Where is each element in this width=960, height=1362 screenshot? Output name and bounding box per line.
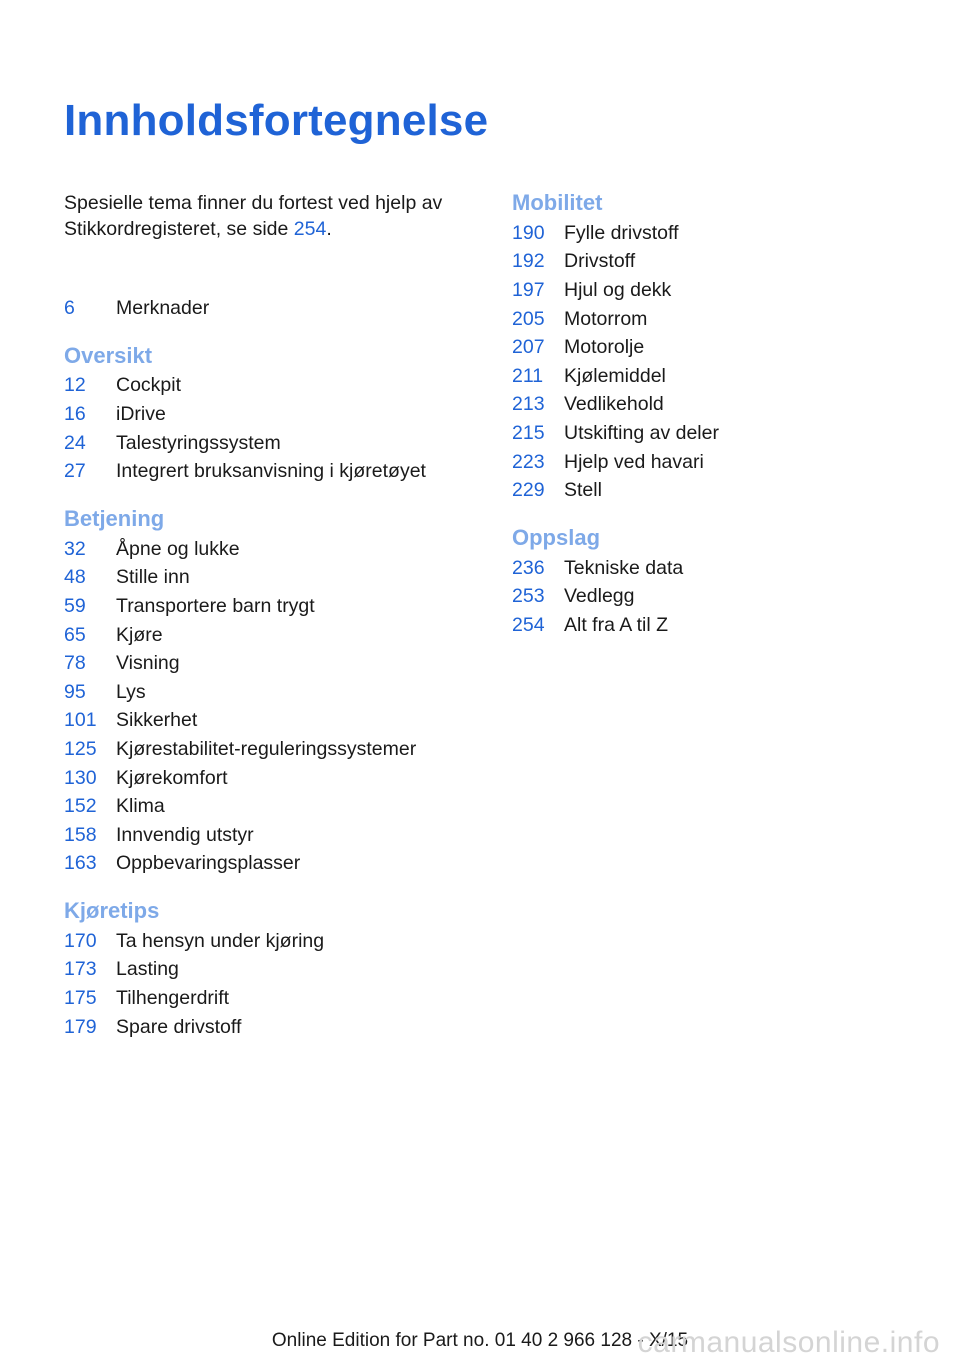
toc-entry[interactable] [64,764,484,793]
toc-page-number[interactable]: 16 [64,402,86,425]
toc-page-number[interactable]: 32 [64,537,86,560]
toc-entry[interactable] [512,305,932,334]
toc-entry-label[interactable]: Oppbevaringsplasser [116,852,301,875]
toc-page-number[interactable]: 24 [64,431,86,454]
toc-entry-label[interactable]: Transportere barn trygt [116,594,315,617]
toc-entry-label[interactable]: Motorolje [564,336,645,359]
toc-left-sections [64,341,484,1042]
toc-page-number[interactable]: 215 [512,421,545,444]
toc-page-number[interactable]: 197 [512,278,545,301]
toc-entry-label[interactable]: Tekniske data [564,556,684,579]
toc-page-number[interactable]: 78 [64,652,86,675]
toc-entry-label[interactable]: Åpne og lukke [116,537,240,560]
toc-entry-label[interactable]: Ta hensyn under kjøring [116,929,325,952]
toc-entry[interactable] [512,276,932,305]
toc-page-number[interactable]: 6 [64,296,75,319]
toc-page-number[interactable]: 65 [64,623,86,646]
toc-page-number[interactable]: 48 [64,566,86,589]
toc-entry[interactable] [64,400,484,429]
toc-entry-label[interactable]: Talestyringssystem [116,431,281,454]
toc-entry[interactable] [64,927,484,956]
toc-entry-label[interactable]: Lys [116,680,146,703]
toc-page-number[interactable]: 125 [64,737,97,760]
toc-page-number[interactable]: 173 [64,958,97,981]
toc-entry[interactable] [512,583,932,612]
toc-entry[interactable] [512,611,932,640]
toc-entry[interactable] [512,248,932,277]
toc-page-number[interactable]: 152 [64,795,97,818]
toc-entry-label[interactable]: Lasting [116,958,179,981]
toc-entry[interactable] [512,448,932,477]
toc-section-heading: Mobilitet [512,190,603,215]
intro-text-end: . [326,218,332,240]
toc-entry-label[interactable]: Motorrom [564,307,648,330]
toc-entry-label[interactable]: Klima [116,795,165,818]
toc-entry[interactable] [64,707,484,736]
toc-entry[interactable] [512,333,932,362]
toc-entry[interactable] [512,554,932,583]
toc-page-number[interactable]: 207 [512,336,545,359]
toc-entry[interactable] [64,457,484,486]
toc-page-number[interactable]: 158 [64,823,97,846]
toc-entry[interactable] [512,419,932,448]
toc-page-number[interactable]: 192 [512,250,545,273]
toc-entry[interactable] [64,535,484,564]
toc-page-number[interactable]: 213 [512,393,545,416]
toc-page-number[interactable]: 12 [64,374,86,397]
toc-page-number[interactable]: 163 [64,852,97,875]
toc-entry[interactable] [64,792,484,821]
toc-section-heading: Betjening [64,505,165,531]
toc-entry-label[interactable]: Kjølemiddel [564,364,666,387]
toc-section-heading: Kjøretips [64,898,160,924]
toc-entry[interactable] [64,735,484,764]
toc-page-number[interactable]: 27 [64,460,86,483]
toc-page-number[interactable]: 236 [512,556,545,579]
toc-page-number[interactable]: 101 [64,709,97,732]
toc-right-sections [512,188,932,640]
toc-entry[interactable] [512,476,932,505]
toc-entry[interactable] [512,219,932,248]
toc-entry[interactable] [64,984,484,1013]
footer-text: Online Edition for Part no. 01 40 2 966 128 - X/15 [271,1330,689,1351]
toc-entry[interactable] [64,564,484,593]
toc-entry[interactable] [512,391,932,420]
toc-entry[interactable] [64,678,484,707]
toc-entry[interactable] [64,429,484,458]
toc-entry-label[interactable]: Integrert bruksanvisning i kjøretøyet [116,460,426,483]
toc-page-number[interactable]: 175 [64,987,97,1010]
toc-entry-label[interactable]: Hjul og dekk [564,278,672,301]
toc-entry[interactable] [512,362,932,391]
toc-entry-label[interactable]: Utskifting av deler [564,421,719,444]
toc-right-column [512,188,932,640]
toc-page-number[interactable]: 211 [512,364,544,387]
toc-page-number[interactable]: 179 [64,1015,97,1038]
toc-entry[interactable] [64,649,484,678]
toc-entry[interactable] [64,621,484,650]
toc-entry-label[interactable]: Kjørekomfort [116,766,228,789]
toc-page-number[interactable]: 130 [64,766,97,789]
toc-page-number[interactable]: 190 [512,221,545,244]
toc-entry-label[interactable]: Hjelp ved havari [564,450,704,473]
toc-entry-label[interactable]: Kjørestabilitet-reguleringssystemer [116,737,417,760]
toc-page-number[interactable]: 205 [512,307,545,330]
toc-page-number[interactable]: 95 [64,680,86,703]
toc-entry[interactable] [64,956,484,985]
toc-entry-label[interactable]: Stell [564,479,602,502]
toc-page-number[interactable]: 254 [512,613,545,636]
toc-entry-label[interactable]: Spare drivstoff [116,1015,242,1038]
toc-entry-label[interactable]: Vedlikehold [564,393,664,416]
watermark: carmanualsonline.info [637,1326,940,1359]
toc-entry-label[interactable]: iDrive [116,402,166,425]
intro-text: Spesielle tema finner du fortest ved hjelp av Stikkordregisteret, se side [64,192,443,240]
toc-entry-label[interactable]: Cockpit [116,374,182,397]
toc-page-number[interactable]: 223 [512,450,545,473]
toc-entry-label[interactable]: Kjøre [116,623,163,646]
index-page-link[interactable]: 254 [293,218,327,240]
toc-entry[interactable] [64,821,484,850]
toc-entry-label[interactable]: Fylle drivstoff [564,221,679,244]
toc-page-number[interactable]: 170 [64,929,97,952]
toc-entry-label[interactable]: Vedlegg [564,585,635,608]
toc-entry[interactable] [64,592,484,621]
toc-section-heading: Oppslag [512,524,601,550]
toc-entry[interactable] [64,1013,484,1042]
toc-section-heading: Oversikt [64,342,153,368]
toc-entry[interactable] [64,294,484,323]
intro-paragraph [64,190,484,242]
toc-entry-label[interactable]: Innvendig utstyr [116,823,254,846]
toc-page-number[interactable]: 229 [512,479,545,502]
toc-entry-label[interactable]: Stille inn [116,566,190,589]
toc-entry-label[interactable]: Merknader [116,296,210,319]
toc-entry-label[interactable]: Tilhengerdrift [116,987,230,1010]
toc-entry[interactable] [64,372,484,401]
toc-entry-label[interactable]: Sikkerhet [116,709,198,732]
toc-left-column [64,294,484,1041]
toc-page-number[interactable]: 253 [512,585,545,608]
toc-entry-label[interactable]: Visning [116,652,180,675]
toc-page-number[interactable]: 59 [64,594,86,617]
page-title: Innholdsfortegnelse [64,96,489,145]
toc-entry-label[interactable]: Alt fra A til Z [564,613,669,636]
toc-entry[interactable] [64,850,484,879]
toc-entry-label[interactable]: Drivstoff [564,250,636,273]
